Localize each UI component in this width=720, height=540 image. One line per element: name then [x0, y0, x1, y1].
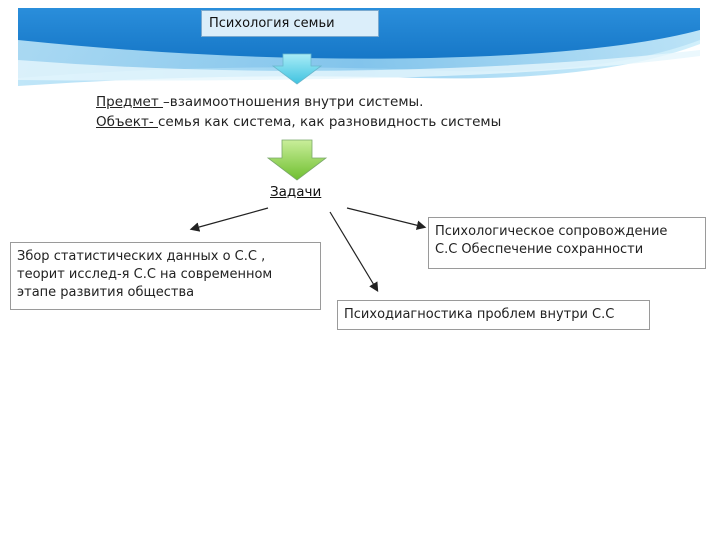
task-box-support — [428, 217, 706, 269]
tasks-label: Задачи — [270, 184, 322, 200]
arrow-to-left-task — [192, 208, 268, 229]
subject-label: Предмет — [96, 94, 164, 110]
object-line — [96, 113, 501, 131]
task-box-statistics — [10, 242, 321, 310]
arrow-to-right-task — [347, 208, 424, 227]
task-right-line-2: С.С Обеспечение сохранности — [435, 242, 644, 257]
subject-line — [96, 93, 423, 111]
object-label: Объект- — [96, 114, 158, 130]
diagram-title: Психология семьи — [201, 10, 379, 37]
object-text: семья как система, как разновидность системы — [157, 114, 502, 130]
task-right-line-1: Психологическое сопровождение — [435, 224, 668, 239]
task-box-diagnostics: Психодиагностика проблем внутри С.С — [337, 300, 650, 330]
subject-text: –взаимоотношения внутри системы. — [163, 94, 424, 110]
task-left-line-3: этапе развития общества — [17, 285, 195, 300]
task-left-line-2: теорит исслед-я С.С на современном — [17, 267, 273, 282]
down-arrow-green-icon — [268, 140, 326, 180]
task-left-line-1: Збор статистических данных о С.С , — [17, 249, 266, 264]
arrow-to-bottom-task — [330, 212, 377, 290]
